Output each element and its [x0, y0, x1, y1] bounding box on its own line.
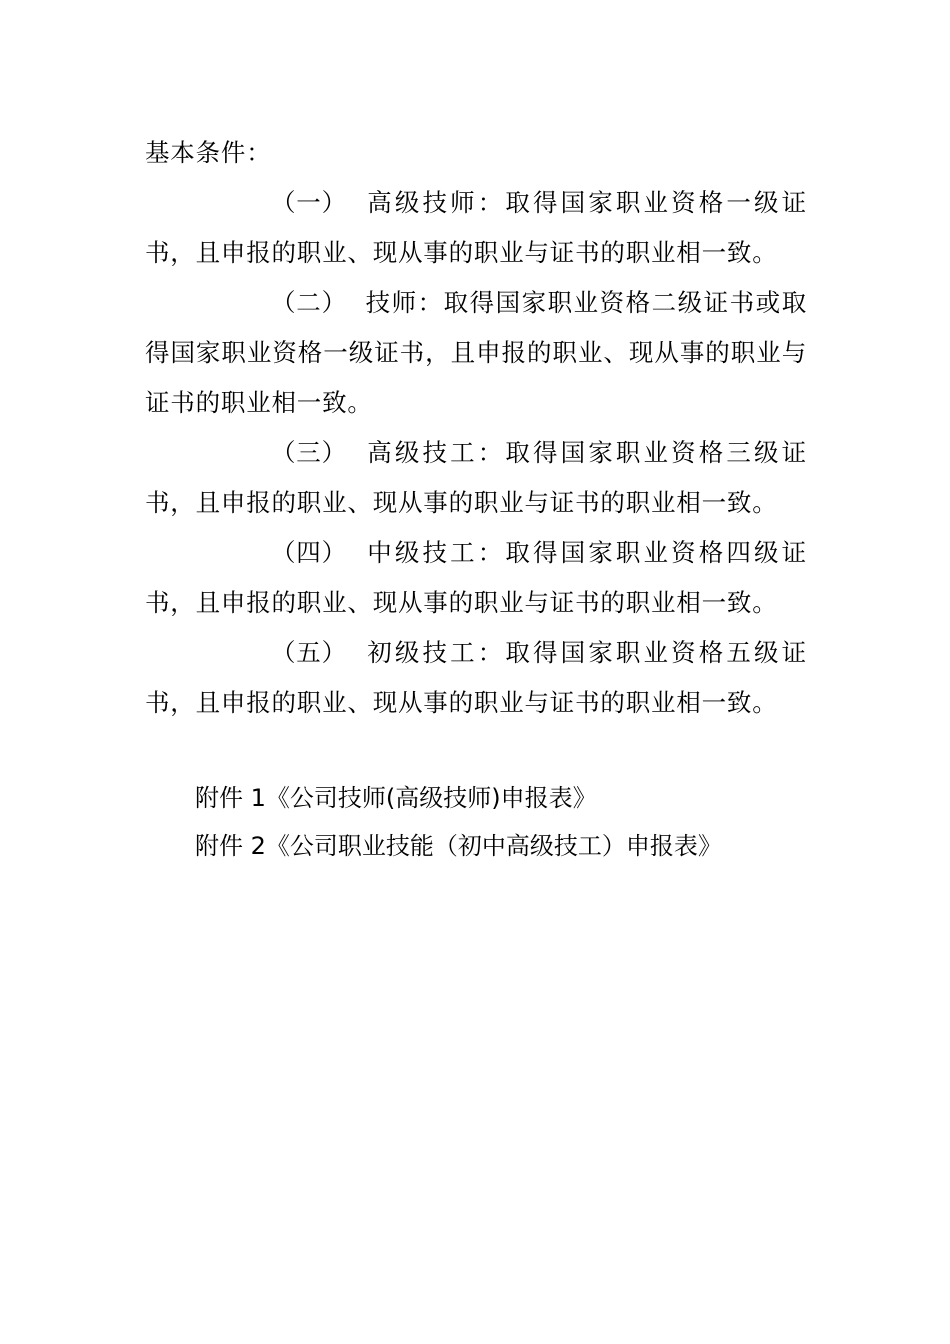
condition-item-5 [145, 628, 807, 728]
condition-text: 初级技工：取得国家职业资格五级证书，且申报的职业、现从事的职业与证书的职业相一致。 [145, 638, 807, 717]
attachments-list [195, 774, 835, 870]
condition-number: （一） [271, 188, 347, 217]
condition-item-2 [145, 278, 807, 428]
condition-number: （二） [271, 288, 347, 317]
condition-number: （三） [271, 438, 347, 467]
condition-number: （四） [271, 538, 347, 567]
condition-item-1 [145, 178, 807, 278]
condition-item-3 [145, 428, 807, 528]
conditions-section [145, 128, 807, 728]
condition-text: 高级技师：取得国家职业资格一级证书，且申报的职业、现从事的职业与证书的职业相一致。 [145, 188, 807, 267]
condition-text: 技师：取得国家职业资格二级证书或取得国家职业资格一级证书，且申报的职业、现从事的职业与证书的职业相一致。 [145, 288, 807, 417]
section-heading: 基本条件： [145, 138, 272, 167]
attachment-item-2: 附件 2《公司职业技能（初中高级技工）申报表》 [195, 832, 722, 860]
condition-text: 中级技工：取得国家职业资格四级证书，且申报的职业、现从事的职业与证书的职业相一致。 [145, 538, 807, 617]
condition-item-4 [145, 528, 807, 628]
condition-text: 高级技工：取得国家职业资格三级证书，且申报的职业、现从事的职业与证书的职业相一致。 [145, 438, 807, 517]
condition-number: （五） [271, 638, 347, 667]
attachment-item-1: 附件 1《公司技师(高级技师)申报表》 [195, 784, 597, 812]
